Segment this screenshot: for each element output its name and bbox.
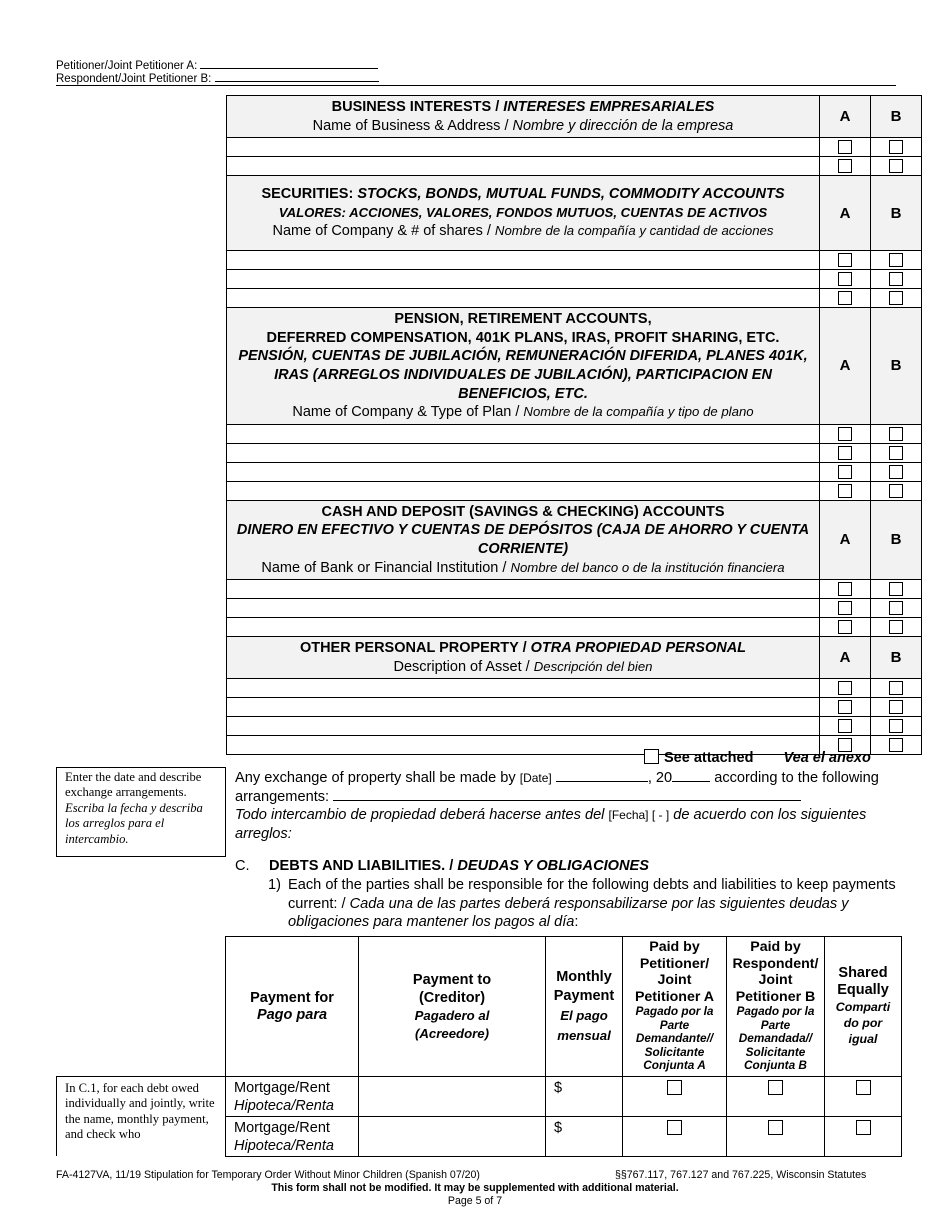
asset-entry[interactable] — [227, 270, 820, 289]
business-header-row — [227, 96, 922, 138]
checkbox-b[interactable] — [889, 620, 903, 634]
col-payment-for — [226, 937, 359, 1077]
checkbox-a[interactable] — [838, 291, 852, 305]
debt-type: Mortgage/Rent — [234, 1080, 330, 1096]
col-monthly-en: Monthly Payment — [553, 968, 615, 1004]
checkbox-b[interactable] — [889, 427, 903, 441]
col-a-header: A — [820, 308, 871, 425]
col-shared-es: Comparti do por igual — [835, 1000, 891, 1046]
asset-row — [227, 157, 922, 176]
cash-title-es: DINERO EN EFECTIVO Y CUENTAS DE DEPÓSITOS (CAJA DE AHORRO Y CUENTA CORRIENTE) — [236, 522, 810, 557]
exchange-text-3: according to the following arrangements: — [235, 770, 879, 805]
col-paid-b-es: Pagado por la Parte Demandada// Solicitante Conjunta B — [736, 1003, 815, 1073]
exchange-side-en: Enter the date and describe exchange arrangements. — [65, 770, 202, 800]
securities-header — [227, 176, 820, 251]
col-b-header: B — [871, 308, 922, 425]
checkbox-a[interactable] — [838, 620, 852, 634]
debt-monthly-field[interactable] — [546, 1117, 623, 1157]
checkbox-b[interactable] — [889, 738, 903, 752]
cash-title: CASH AND DEPOSIT (SAVINGS & CHECKING) ACCOUNTS — [321, 503, 725, 520]
asset-entry[interactable] — [227, 443, 820, 462]
col-monthly-payment — [546, 937, 623, 1077]
asset-entry[interactable] — [227, 251, 820, 270]
debts-side-note — [56, 1076, 226, 1156]
other-header-row — [227, 637, 922, 679]
footer-form-id: FA-4127VA, 11/19 Stipulation for Temporary Order Without Minor Children (Spanish 07/20) — [56, 1169, 480, 1181]
exchange-text-1: Any exchange of property shall be made by — [235, 770, 520, 786]
asset-row — [227, 599, 922, 618]
exchange-paragraph — [235, 769, 903, 843]
currency-sign: $ — [554, 1120, 563, 1136]
respondent-label: Respondent/Joint Petitioner B: — [56, 73, 212, 85]
col-shared-en: Shared Equally — [837, 965, 889, 998]
shared-checkbox[interactable] — [856, 1120, 871, 1135]
asset-row — [227, 481, 922, 500]
exchange-date-field[interactable] — [556, 770, 648, 782]
asset-row — [227, 138, 922, 157]
cash-header — [227, 500, 820, 579]
debts-item-en: Each of the parties shall be responsible for the following debts and liabilities to keep payments current: / — [288, 877, 896, 912]
business-title: BUSINESS INTERESTS / — [331, 99, 504, 115]
asset-row — [227, 424, 922, 443]
checkbox-b[interactable] — [889, 601, 903, 615]
asset-entry[interactable] — [227, 679, 820, 698]
asset-row — [227, 251, 922, 270]
debt-payment-for[interactable] — [226, 1077, 359, 1117]
see-attached-label: See attached — [664, 750, 754, 766]
petitioner-label: Petitioner/Joint Petitioner A: — [56, 60, 198, 72]
securities-title-es: VALORES: ACCIONES, VALORES, FONDOS MUTUOS, CUENTAS DE ACTIVOS — [278, 204, 768, 220]
page-number: Page 5 of 7 — [447, 1195, 503, 1207]
asset-row — [227, 698, 922, 717]
other-sub-es: Descripción del bien — [533, 658, 653, 674]
col-paid-a-es: Pagado por la Parte Demandante// Solicitante Conjunta A — [635, 1003, 714, 1073]
securities-sub-es: Nombre de la compañía y cantidad de acciones — [494, 223, 774, 239]
shared-checkbox[interactable] — [856, 1080, 871, 1095]
debts-letter: C. — [235, 858, 250, 874]
col-payment-for-es: Pago para — [256, 1006, 328, 1023]
checkbox-b[interactable] — [889, 582, 903, 596]
asset-entry[interactable] — [227, 138, 820, 157]
asset-row — [227, 270, 922, 289]
asset-entry[interactable] — [227, 462, 820, 481]
asset-row — [227, 618, 922, 637]
checkbox-a[interactable] — [838, 159, 852, 173]
paid-by-b-checkbox[interactable] — [768, 1120, 783, 1135]
checkbox-b[interactable] — [889, 484, 903, 498]
asset-row — [227, 580, 922, 599]
debt-payment-for[interactable] — [226, 1117, 359, 1157]
checkbox-a[interactable] — [838, 719, 852, 733]
currency-sign: $ — [554, 1080, 563, 1096]
checkbox-a[interactable] — [838, 681, 852, 695]
col-paid-b-en: Paid by Respondent/ Joint Petitioner B — [732, 939, 819, 1005]
col-a-header: A — [820, 637, 871, 679]
checkbox-a[interactable] — [838, 465, 852, 479]
checkbox-b[interactable] — [889, 291, 903, 305]
see-attached-checkbox[interactable] — [644, 749, 659, 764]
securities-header-row — [227, 176, 922, 251]
col-a-header: A — [820, 96, 871, 138]
paid-by-a-checkbox[interactable] — [667, 1120, 682, 1135]
checkbox-b[interactable] — [889, 700, 903, 714]
col-payment-for-en: Payment for — [250, 989, 334, 1006]
asset-entry[interactable] — [227, 157, 820, 176]
pension-header — [227, 308, 820, 425]
asset-row — [227, 717, 922, 736]
col-payment-to — [359, 937, 546, 1077]
col-b-header: B — [871, 637, 922, 679]
pension-title-1: PENSION, RETIREMENT ACCOUNTS, — [394, 311, 652, 328]
checkbox-a[interactable] — [838, 700, 852, 714]
exchange-side-es: Escriba la fecha y describa los arreglos para el intercambio. — [65, 800, 203, 846]
debts-item-number: 1) — [268, 877, 281, 893]
checkbox-a[interactable] — [838, 272, 852, 286]
other-title-es: OTRA PROPIEDAD PERSONAL — [530, 640, 747, 657]
asset-entry[interactable] — [227, 698, 820, 717]
pension-title-2: DEFERRED COMPENSATION, 401K PLANS, IRAS, PROFIT SHARING, ETC. — [266, 329, 780, 346]
checkbox-b[interactable] — [889, 253, 903, 267]
other-sub: Description of Asset / — [393, 658, 534, 675]
asset-row — [227, 289, 922, 308]
debt-row — [226, 1117, 902, 1157]
securities-title: SECURITIES: — [261, 186, 358, 203]
debts-table — [225, 936, 902, 1157]
asset-row — [227, 462, 922, 481]
debt-monthly-field[interactable] — [546, 1077, 623, 1117]
checkbox-b[interactable] — [889, 719, 903, 733]
cash-sub-es: Nombre del banco o de la institución financiera — [510, 559, 785, 575]
debts-side-note-text: In C.1, for each debt owed individually and jointly, write the name, monthly payment, and check who — [65, 1081, 215, 1142]
checkbox-a[interactable] — [838, 484, 852, 498]
debt-creditor-field[interactable] — [359, 1117, 546, 1157]
asset-entry[interactable] — [227, 481, 820, 500]
col-a-header: A — [820, 500, 871, 579]
exchange-text-2: , 20 — [647, 770, 673, 786]
col-a-header: A — [820, 176, 871, 251]
debts-title-es: DEUDAS Y OBLIGACIONES — [457, 858, 650, 874]
business-sub-es: Nombre y dirección de la empresa — [512, 117, 734, 134]
securities-sub: Name of Company & # of shares / — [272, 223, 495, 240]
respondent-name-field[interactable] — [215, 70, 379, 82]
asset-entry[interactable] — [227, 717, 820, 736]
col-monthly-es: El pago mensual — [557, 1007, 611, 1043]
business-header — [227, 96, 820, 138]
asset-entry[interactable] — [227, 424, 820, 443]
checkbox-b[interactable] — [889, 140, 903, 154]
col-payment-to-en: Payment to (Creditor) — [412, 971, 492, 1006]
col-b-header: B — [871, 96, 922, 138]
checkbox-b[interactable] — [889, 159, 903, 173]
petitioner-name-field[interactable] — [200, 57, 378, 69]
col-b-header: B — [871, 176, 922, 251]
asset-entry[interactable] — [227, 289, 820, 308]
col-shared — [825, 937, 902, 1077]
debts-item-es: Cada una de las partes deberá responsabilizarse por las siguientes deudas y obligaciones para mantener los pagos al día — [288, 895, 849, 931]
exchange-date-tag: [Date] — [519, 771, 552, 785]
other-header — [227, 637, 820, 679]
checkbox-a[interactable] — [838, 446, 852, 460]
debts-heading — [235, 857, 649, 876]
footer-statutes: §§767.117, 767.127 and 767.225, Wisconsin Statutes — [615, 1169, 867, 1181]
checkbox-b[interactable] — [889, 446, 903, 460]
exchange-date-tag-es: [Fecha] [ - ] — [608, 808, 670, 823]
col-paid-a-en: Paid by Petitioner/ Joint Petitioner A — [634, 939, 715, 1005]
checkbox-b[interactable] — [889, 272, 903, 286]
exchange-arrangements-field[interactable] — [333, 789, 801, 801]
asset-entry[interactable] — [227, 580, 820, 599]
securities-title-2: STOCKS, BONDS, MUTUAL FUNDS, COMMODITY ACCOUNTS — [357, 186, 785, 203]
debts-header-row — [226, 937, 902, 1077]
paid-by-b-checkbox[interactable] — [768, 1080, 783, 1095]
business-title-es: INTERESES EMPRESARIALES — [503, 99, 715, 115]
pension-sub: Name of Company & Type of Plan / — [292, 404, 524, 421]
debt-type: Mortgage/Rent — [234, 1120, 330, 1136]
checkbox-b[interactable] — [889, 465, 903, 479]
exchange-year-field[interactable] — [672, 770, 710, 782]
debts-item-end: : — [574, 914, 579, 931]
asset-entry[interactable] — [227, 618, 820, 637]
other-title: OTHER PERSONAL PROPERTY / — [299, 640, 531, 657]
col-paid-by-a — [623, 937, 727, 1077]
pension-sub-es: Nombre de la compañía y tipo de plano — [523, 404, 754, 420]
header-rule — [56, 85, 896, 86]
debt-row — [226, 1077, 902, 1117]
exchange-text-es-2: de acuerdo con los siguientes arreglos: — [235, 807, 867, 842]
debt-type-es: Hipoteca/Renta — [234, 1098, 334, 1114]
asset-row — [227, 443, 922, 462]
cash-header-row — [227, 500, 922, 579]
col-payment-to-es: Pagadero al (Acreedore) — [414, 1007, 490, 1041]
assets-table — [226, 95, 922, 755]
footer-notice: This form shall not be modified. It may be supplemented with additional material. — [271, 1182, 679, 1194]
see-attached — [644, 749, 871, 767]
cash-sub: Name of Bank or Financial Institution / — [261, 559, 511, 576]
debts-item-text — [288, 876, 903, 932]
checkbox-a[interactable] — [838, 582, 852, 596]
debts-title: DEBTS AND LIABILITIES. / — [269, 858, 458, 874]
business-sub: Name of Business & Address / — [312, 117, 513, 134]
checkbox-a[interactable] — [838, 140, 852, 154]
exchange-side-note — [56, 767, 226, 857]
respondent-line — [56, 70, 379, 86]
col-paid-by-b — [727, 937, 825, 1077]
checkbox-b[interactable] — [889, 681, 903, 695]
see-attached-label-es: Vea el anexo — [783, 750, 871, 766]
checkbox-a[interactable] — [838, 253, 852, 267]
checkbox-a[interactable] — [838, 427, 852, 441]
asset-row — [227, 679, 922, 698]
debt-type-es: Hipoteca/Renta — [234, 1138, 334, 1154]
asset-entry[interactable] — [227, 599, 820, 618]
pension-title-es: PENSIÓN, CUENTAS DE JUBILACIÓN, REMUNERACIÓN DIFERIDA, PLANES 401K, IRAS (ARREGLOS INDIVIDUALES DE JUBILACIÓN), PARTICIPACION EN BENEFICIOS, ETC. — [238, 348, 808, 402]
exchange-text-es-1: Todo intercambio de propiedad deberá hacerse antes del — [235, 807, 609, 824]
debt-creditor-field[interactable] — [359, 1077, 546, 1117]
checkbox-a[interactable] — [838, 601, 852, 615]
pension-header-row — [227, 308, 922, 425]
col-b-header: B — [871, 500, 922, 579]
paid-by-a-checkbox[interactable] — [667, 1080, 682, 1095]
